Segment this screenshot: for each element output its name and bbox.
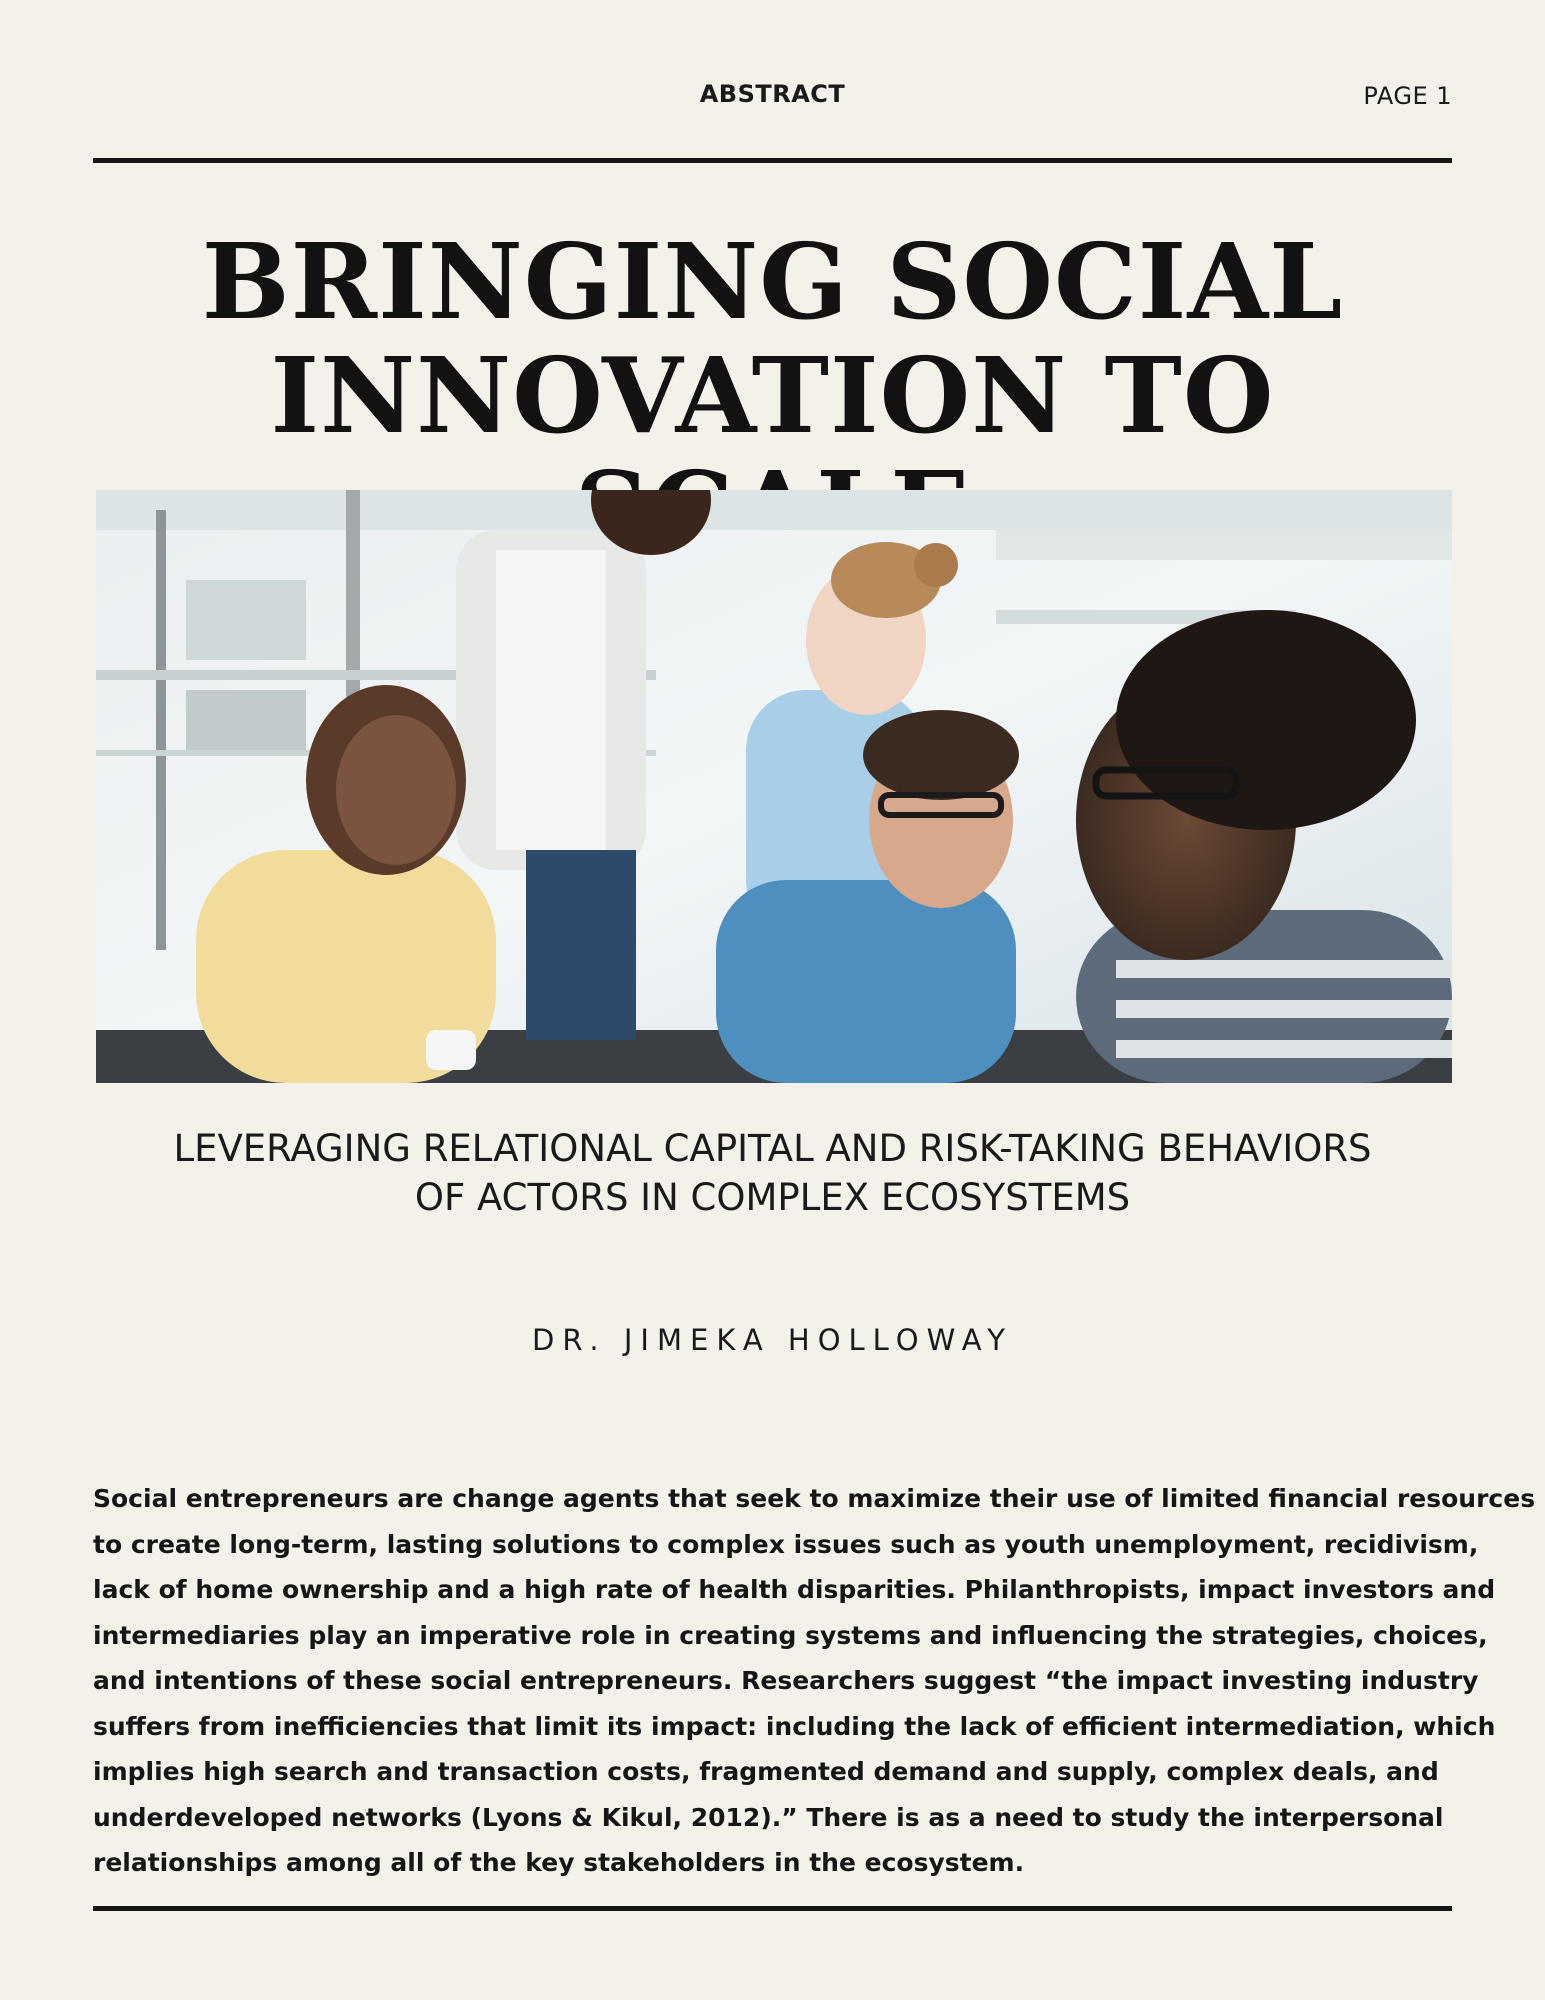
team-photo-illustration bbox=[96, 490, 1452, 1083]
author-name: DR. JIMEKA HOLLOWAY bbox=[531, 1323, 1014, 1357]
team-photo bbox=[96, 490, 1452, 1083]
abstract-line: intermediaries play an imperative role in creating systems and influencing the strategies, choices, bbox=[93, 1620, 1488, 1650]
document-subtitle bbox=[60, 1124, 1485, 1222]
abstract-line: suffers from inefficiencies that limit its impact: including the lack of efficient intermediation, which bbox=[93, 1711, 1496, 1741]
abstract-line: to create long-term, lasting solutions to complex issues such as youth unemployment, recidivism, bbox=[93, 1529, 1479, 1559]
bottom-divider bbox=[93, 1906, 1452, 1911]
abstract-line: relationships among all of the key stakeholders in the ecosystem. bbox=[93, 1848, 1025, 1877]
section-label: ABSTRACT bbox=[699, 80, 846, 108]
page-number: PAGE 1 bbox=[1363, 82, 1452, 110]
abstract-line: and intentions of these social entrepreneurs. Researchers suggest “the impact investing industry bbox=[93, 1666, 1479, 1695]
subtitle-line-1: LEVERAGING RELATIONAL CAPITAL AND RISK-TAKING BEHAVIORS bbox=[173, 1127, 1372, 1170]
abstract-paragraph bbox=[93, 1476, 1536, 1886]
abstract-line: Social entrepreneurs are change agents that seek to maximize their use of limited financial resources bbox=[93, 1484, 1536, 1513]
subtitle-line-2: OF ACTORS IN COMPLEX ECOSYSTEMS bbox=[414, 1176, 1131, 1219]
top-divider bbox=[93, 158, 1452, 163]
abstract-line: lack of home ownership and a high rate of health disparities. Philanthropists, impact investors and bbox=[93, 1575, 1496, 1604]
title-line-1: BRINGING SOCIAL bbox=[201, 220, 1344, 343]
abstract-line: implies high search and transaction costs, fragmented demand and supply, complex deals, and bbox=[93, 1757, 1439, 1786]
title-line-2: INNOVATION TO bbox=[270, 334, 1275, 457]
abstract-line: underdeveloped networks (Lyons & Kikul, 2012).” There is as a need to study the interpersonal bbox=[93, 1802, 1444, 1832]
